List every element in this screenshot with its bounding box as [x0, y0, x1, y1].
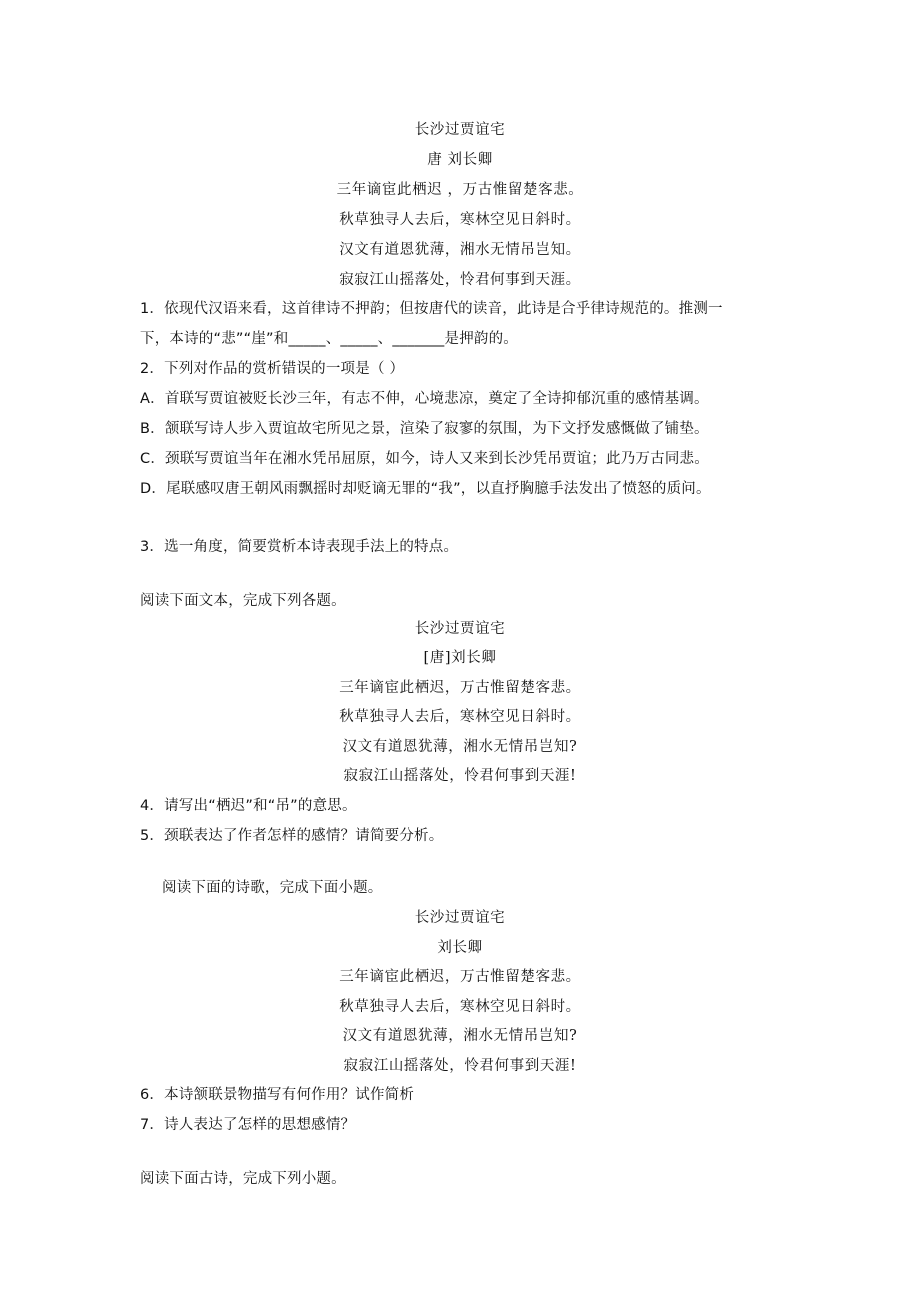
- question-7: [140, 1115, 355, 1135]
- question-4-number: 4．: [140, 798, 165, 814]
- poem-2-author: [唐]刘长卿: [423, 650, 497, 666]
- question-6-number: 6．: [140, 1087, 165, 1103]
- question-1-continuation: 下，本诗的“悲”“崖”和_____、_____、_______是押韵的。: [140, 331, 518, 347]
- question-3-text: 选一角度，简要赏析本诗表现手法上的特点。: [164, 539, 459, 555]
- option-a-text: 首联写贾谊被贬长沙三年，有志不伸，心境悲凉，奠定了全诗抑郁沉重的感情基调。: [164, 391, 709, 407]
- question-5-text: 颈联表达了作者怎样的感情？请简要分析。: [164, 828, 444, 844]
- poem-3-line-2: 秋草独寻人去后，寒林空见日斜时。: [339, 999, 581, 1015]
- option-d-label: D．: [140, 481, 167, 497]
- poem-3-line-1: 三年谪宦此栖迟，万古惟留楚客悲。: [339, 969, 581, 985]
- section-4-intro: 阅读下面古诗，完成下列小题。: [140, 1171, 346, 1187]
- poem-2-line-4: 寂寂江山摇落处，怜君何事到天涯!: [343, 768, 577, 784]
- question-2-text: 下列对作品的赏析错误的一项是（ ）: [164, 361, 405, 377]
- question-3-number: 3．: [140, 539, 165, 555]
- question-4: [140, 796, 357, 816]
- question-6-text: 本诗颔联景物描写有何作用？试作简析: [164, 1087, 415, 1103]
- poem-2-line-3: 汉文有道恩犹薄，湘水无情吊岂知?: [342, 739, 578, 755]
- section-2-intro: 阅读下面文本，完成下列各题。: [140, 593, 346, 609]
- option-c-label: C．: [140, 451, 166, 467]
- option-d-text: 尾联感叹唐王朝风雨飘摇时却贬谪无罪的“我”，以直抒胸臆手法发出了愤怒的质问。: [166, 481, 711, 497]
- poem-1-line-2: 秋草独寻人去后，寒林空见日斜时。: [339, 212, 581, 228]
- option-d: [140, 479, 711, 499]
- option-c-text: 颈联写贾谊当年在湘水凭吊屈原，如今，诗人又来到长沙凭吊贾谊；此乃万古同悲。: [165, 451, 709, 467]
- poem-1-title: 长沙过贾谊宅: [414, 122, 506, 138]
- option-a-label: A．: [140, 391, 165, 407]
- poem-1-line-1: 三年谪宦此栖迟 ，万古惟留楚客悲。: [336, 182, 584, 198]
- poem-3-line-3: 汉文有道恩犹薄，湘水无情吊岂知?: [342, 1028, 578, 1044]
- poem-2-line-1: 三年谪宦此栖迟，万古惟留楚客悲。: [339, 680, 581, 696]
- question-2: [140, 359, 404, 379]
- option-b-text: 颔联写诗人步入贾谊故宅所见之景，渲染了寂寥的氛围，为下文抒发感慨做了铺垫。: [164, 421, 709, 437]
- question-7-number: 7．: [140, 1117, 165, 1133]
- question-5: [140, 826, 443, 846]
- poem-3-author: 刘长卿: [437, 940, 483, 956]
- question-3: [140, 537, 458, 557]
- question-1: [140, 299, 723, 319]
- poem-3-line-4: 寂寂江山摇落处，怜君何事到天涯!: [343, 1058, 577, 1074]
- poem-1-author: 唐 刘长卿: [427, 152, 493, 168]
- poem-3-title: 长沙过贾谊宅: [414, 910, 506, 926]
- question-2-number: 2．: [140, 361, 165, 377]
- section-3-intro: 阅读下面的诗歌，完成下面小题。: [162, 880, 383, 896]
- option-b: [140, 419, 709, 439]
- option-c: [140, 449, 709, 469]
- poem-1-line-4: 寂寂江山摇落处，怜君何事到天涯。: [339, 272, 581, 288]
- question-5-number: 5．: [140, 828, 165, 844]
- question-1-number: 1．: [140, 301, 165, 317]
- question-4-text: 请写出“栖迟”和“吊”的意思。: [164, 798, 357, 814]
- question-7-text: 诗人表达了怎样的思想感情？: [164, 1117, 356, 1133]
- poem-2-title: 长沙过贾谊宅: [414, 621, 506, 637]
- option-a: [140, 389, 709, 409]
- question-1-text: 依现代汉语来看，这首律诗不押韵；但按唐代的读音，此诗是合乎律诗规范的。推测一: [164, 301, 723, 317]
- question-6: [140, 1085, 414, 1105]
- poem-2-line-2: 秋草独寻人去后，寒林空见日斜时。: [339, 709, 581, 725]
- option-b-label: B．: [140, 421, 165, 437]
- poem-1-line-3: 汉文有道恩犹薄，湘水无情吊岂知。: [339, 242, 581, 258]
